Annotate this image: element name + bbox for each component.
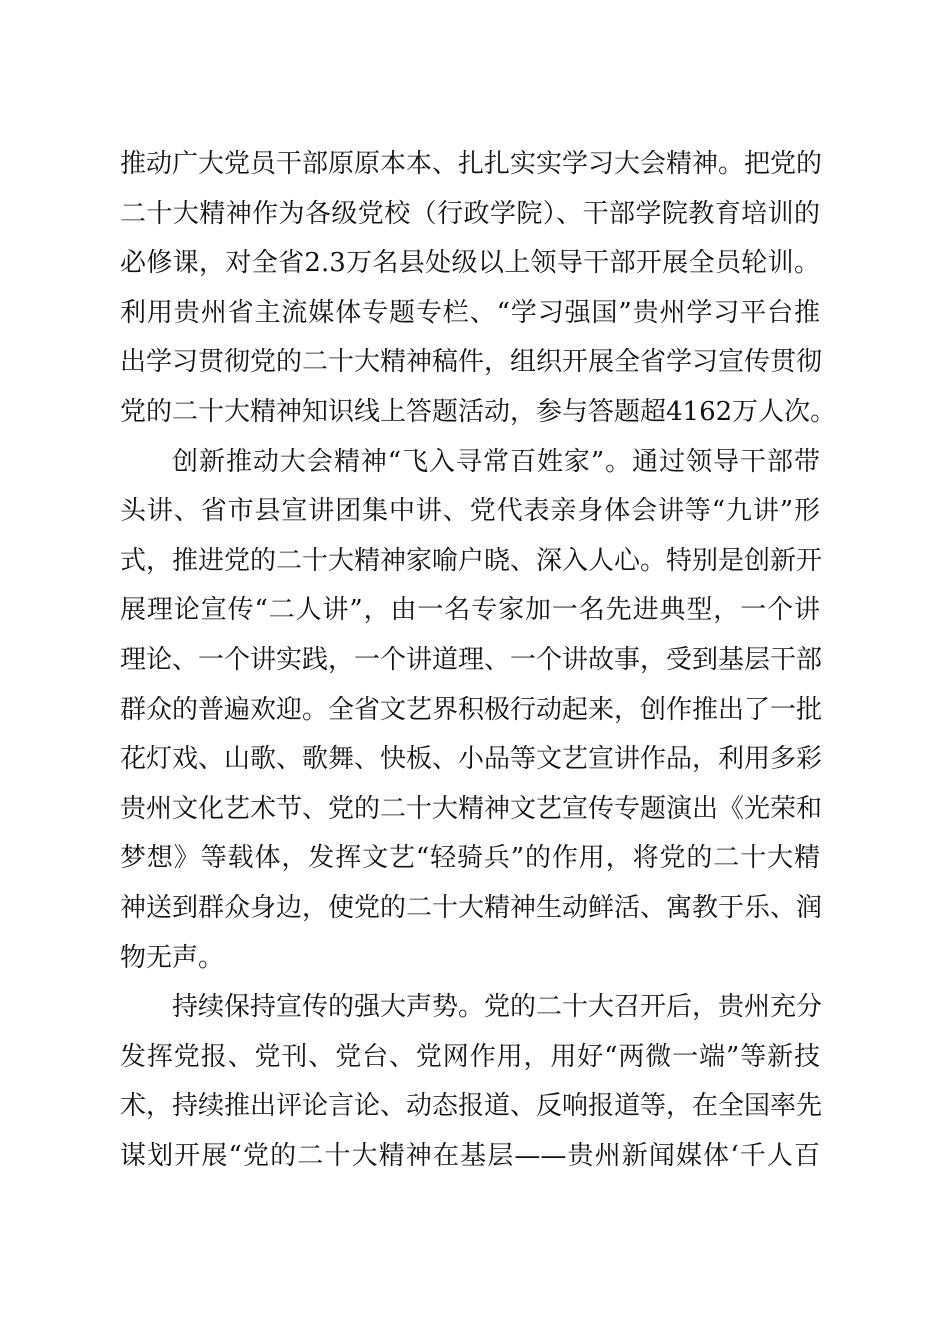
text-line: 展理论宣传“二人讲”，由一名专家加一名先进典型，一个讲 <box>120 595 820 626</box>
text-line: 头讲、省市县宣讲团集中讲、党代表亲身体会讲等“九讲”形 <box>120 496 820 527</box>
text-line: 利用贵州省主流媒体专题专栏、“学习强国”贵州学习平台推 <box>120 297 820 328</box>
text-line: 必修课，对全省2.3万名县处级以上领导干部开展全员轮训。 <box>120 248 820 279</box>
text-line: 群众的普遍欢迎。全省文艺界积极行动起来，创作推出了一批 <box>120 694 823 725</box>
text-line: 式，推进党的二十大精神家喻户晓、深入人心。特别是创新开 <box>120 545 823 576</box>
text-line: 花灯戏、山歌、歌舞、快板、小品等文艺宣讲作品，利用多彩 <box>120 744 823 775</box>
text-line: 谋划开展“党的二十大精神在基层——贵州新闻媒体‘千人百 <box>120 1140 820 1171</box>
text-line: 术，持续推出评论言论、动态报道、反响报道等，在全国率先 <box>120 1091 823 1122</box>
paragraph-2 <box>120 438 823 984</box>
paragraph-1 <box>120 140 837 438</box>
text-line: 发挥党报、党刊、党台、党网作用，用好“两微一端”等新技 <box>120 1041 820 1072</box>
text-line: 理论、一个讲实践，一个讲道理、一个讲故事，受到基层干部 <box>120 644 823 675</box>
text-line: 梦想》等载体，发挥文艺“轻骑兵”的作用，将党的二十大精 <box>120 843 820 874</box>
document-body <box>120 140 837 1181</box>
text-line: 神送到群众身边，使党的二十大精神生动鲜活、寓教于乐、润 <box>120 892 823 923</box>
text-line: 持续保持宣传的强大声势。党的二十大召开后，贵州充分 <box>172 992 823 1023</box>
text-line: 推动广大党员干部原原本本、扎扎实实学习大会精神。把党的 <box>120 149 823 179</box>
text-line: 党的二十大精神知识线上答题活动，参与答题超4162万人次。 <box>120 396 837 427</box>
text-line: 物无声。 <box>120 942 225 973</box>
text-line: 创新推动大会精神“飞入寻常百姓家”。通过领导干部带 <box>172 446 820 477</box>
text-line: 贵州文化艺术节、党的二十大精神文艺宣传专题演出《光荣和 <box>120 793 823 824</box>
paragraph-3 <box>120 983 823 1181</box>
text-line: 出学习贯彻党的二十大精神稿件，组织开展全省学习宣传贯彻 <box>120 347 823 378</box>
text-line: 二十大精神作为各级党校（行政学院）、干部学院教育培训的 <box>120 198 820 229</box>
